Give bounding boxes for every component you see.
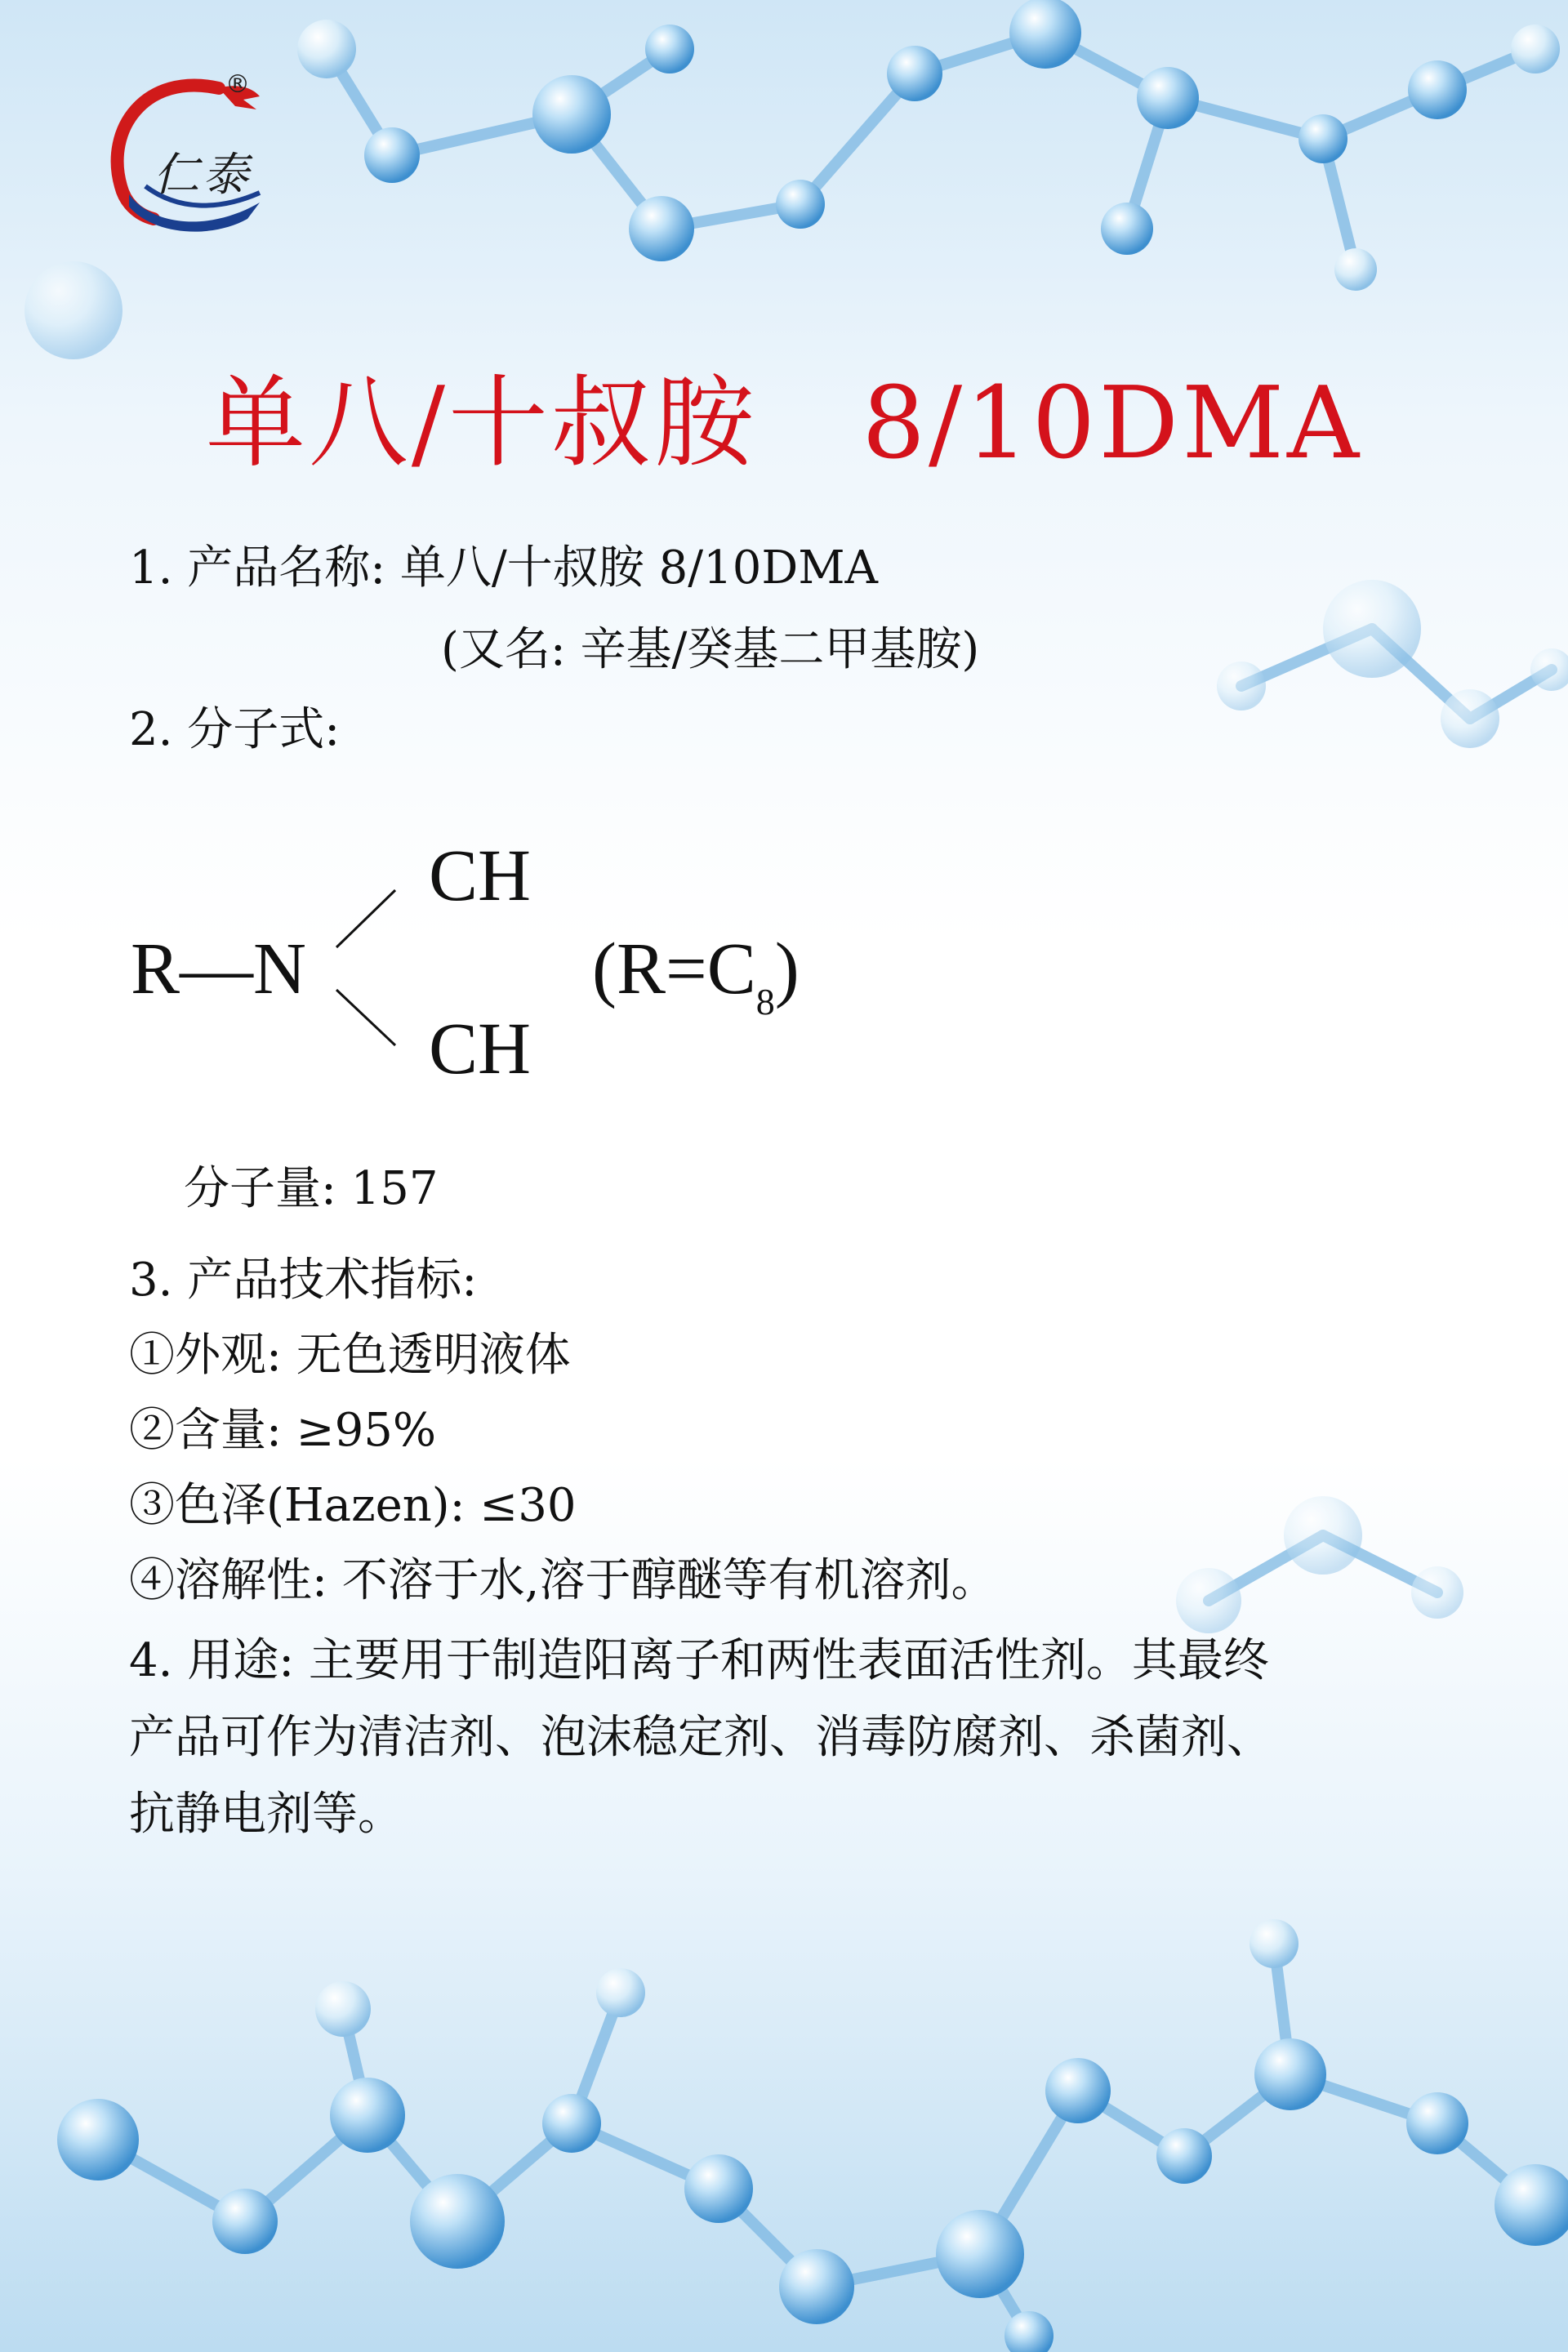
spec-solubility: ④溶解性: 不溶于水,溶于醇醚等有机溶剂。 <box>129 1554 997 1607</box>
registered-mark: ® <box>225 70 250 99</box>
molecular-weight: 分子量: 157 <box>184 1162 439 1215</box>
formula-r-definition <box>592 929 800 1022</box>
logo-brand-text: 仁泰 <box>154 149 252 202</box>
usage-line-2: 产品可作为清洁剂、泡沫稳定剂、消毒防腐剂、杀菌剂、 <box>129 1711 1272 1764</box>
formula-r-suffix: ) <box>774 929 800 1009</box>
spec-color: ③色泽(Hazen): ≤30 <box>129 1479 577 1532</box>
formula-r-prefix: (R=C <box>592 929 756 1009</box>
product-name-line: 1. 产品名称: 单八/十叔胺 8/10DMA <box>129 541 878 595</box>
spec-content: ②含量: ≥95% <box>129 1404 437 1457</box>
product-alias-line: (又名: 辛基/癸基二甲基胺) <box>441 623 980 676</box>
formula-bottom-group: CH <box>429 1009 532 1089</box>
formula-bonds <box>327 882 408 1062</box>
formula-r-subscript: 8 <box>755 981 775 1022</box>
molecular-formula-label: 2. 分子式: <box>129 703 341 756</box>
usage-line-3: 抗静电剂等。 <box>129 1788 403 1841</box>
formula-top-group: CH <box>429 835 532 916</box>
spec-section-label: 3. 产品技术指标: <box>129 1254 478 1307</box>
formula-left: R—N <box>131 929 307 1009</box>
usage-line-1: 4. 用途: 主要用于制造阳离子和两性表面活性剂。其最终 <box>129 1634 1269 1687</box>
page-title: 单八/十叔胺 8/10DMA <box>205 365 1363 481</box>
company-logo <box>96 64 276 235</box>
spec-appearance: ①外观: 无色透明液体 <box>129 1329 571 1382</box>
